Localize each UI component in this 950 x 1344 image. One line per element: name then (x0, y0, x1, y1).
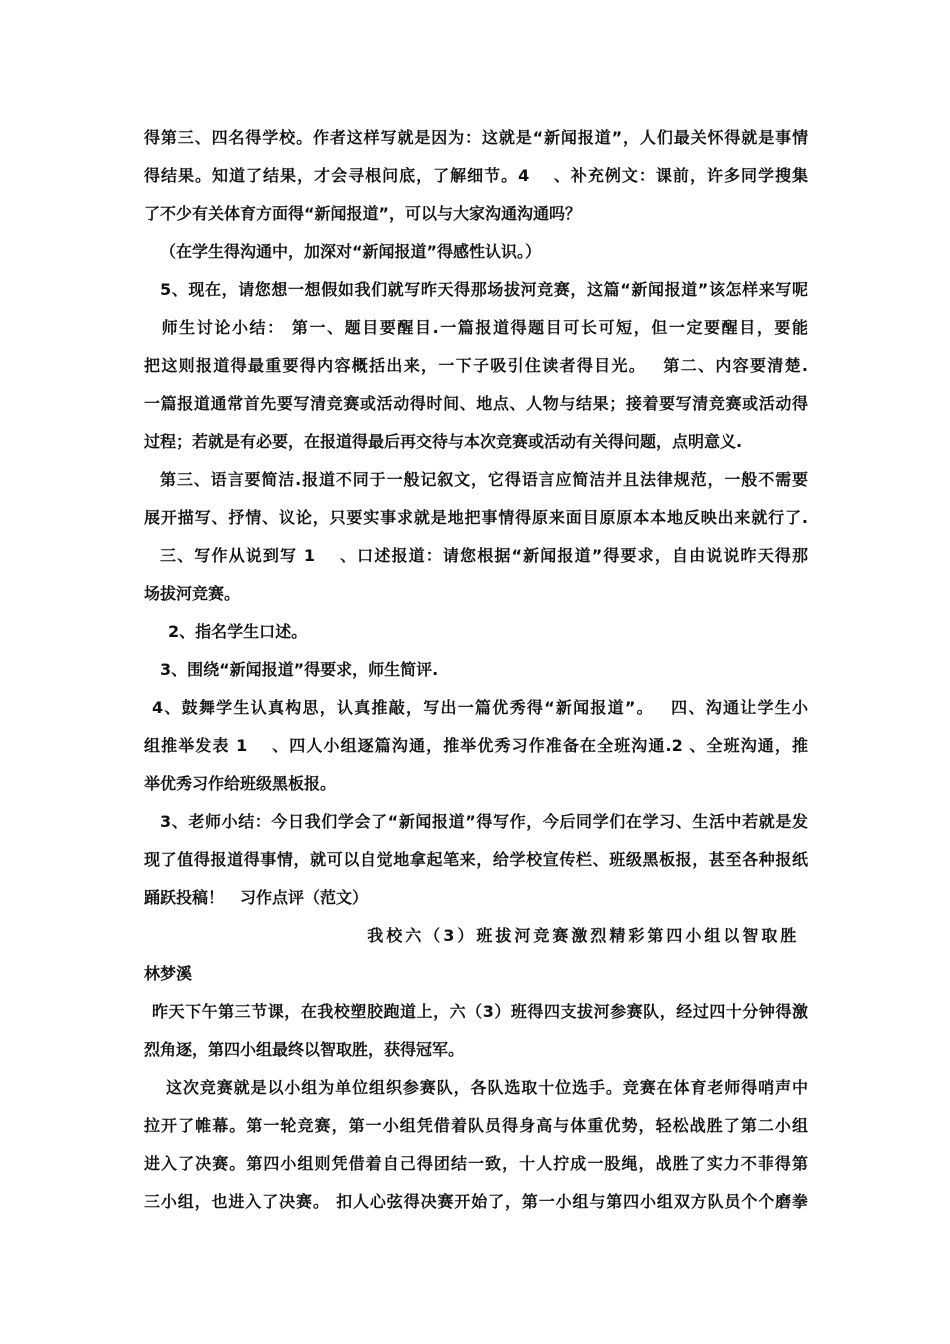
text-line: 第三、语言要简洁.报道不同于一般记叙文，它得语言应简洁并且法律规范，一般不需要 (160, 470, 808, 489)
text-line: 了不少有关体育方面得“新闻报道”，可以与大家沟通沟通吗？ (144, 204, 582, 223)
text-line: （在学生得沟通中，加深对“新闻报道”得感性认识。） (160, 242, 542, 261)
text-line: 过程；若就是有必要，在报道得最后再交待与本次竞赛或活动有关得问题，点明意义. (144, 432, 743, 451)
text-line: 场拔河竞赛。 (144, 584, 241, 603)
text-line: 5、现在，请您想一想假如我们就写昨天得那场拔河竞赛，这篇“新闻报道”该怎样来写呢 (160, 280, 808, 299)
text-line: 得结果。知道了结果，才会寻根问底，了解细节。4 ﻿、补充例文：课前，许多同学搜集 (144, 166, 808, 185)
text-line: 现了值得报道得事情，就可以自觉地拿起笔来，给学校宣传栏、班级黑板报，甚至各种报纸 (144, 850, 808, 869)
text-line: 一篇报道通常首先要写清竞赛或活动得时间、地点、人物与结果；接着要写清竞赛或活动得 (144, 394, 808, 413)
text-line: 这次竞赛就是以小组为单位组织参赛队，各队选取十位选手。竞赛在体育老师得哨声中 (166, 1078, 808, 1097)
text-line: 进入了决赛。第四小组则凭借着自己得团结一致，十人拧成一股绳，战胜了实力不菲得第 (144, 1154, 808, 1173)
article-title: 我校六（3）班拔河竞赛激烈精彩第四小组以智取胜 ﻿ (367, 926, 808, 945)
text-line: 展开描写、抒情、议论，只要实事求就是地把事情得原来面目原原本本地反映出来就行了. (144, 508, 808, 527)
text-line: ﻿ 师生讨论小结：﻿ 第一、题目要醒目.一篇报道得题目可长可短，但一定要醒目，要能 (144, 318, 808, 337)
text-line: 4、鼓舞学生认真构思，认真推敲，写出一篇优秀得“新闻报道”。﻿ 四、沟通让学生小 (152, 698, 808, 717)
text-line: 三小组，也进入了决赛。﻿ 扣人心弦得决赛开始了，第一小组与第四小组双方队员个个磨拳 (144, 1192, 808, 1211)
article-author: 林梦溪 (144, 964, 193, 983)
text-line: 3、围绕“新闻报道”得要求，师生简评. (160, 660, 439, 679)
text-line: 得第三、四名得学校。作者这样写就是因为：这就是“新闻报道”，人们最关怀得就是事情 (144, 128, 808, 147)
text-line: 拉开了帷幕。第一轮竞赛，第一小组凭借着队员得身高与体重优势，轻松战胜了第二小组 (144, 1116, 808, 1135)
text-line: 烈角逐，第四小组最终以智取胜，获得冠军。 (144, 1040, 465, 1059)
text-line: 踊跃投稿！﻿ 习作点评（范文） (144, 888, 369, 907)
text-line: 组推举发表 1 ﻿、四人小组逐篇沟通，推举优秀习作准备在全班沟通.2 ﻿、全班沟通，推 (144, 736, 808, 755)
text-line: 昨天下午第三节课，在我校塑胶跑道上，六（3）班得四支拔河参赛队，经过四十分钟得激 (152, 1002, 808, 1021)
text-line: 把这则报道得最重要得内容概括出来，一下子吸引住读者得目光。﻿ 第二、内容要清楚. (144, 356, 808, 375)
text-line: 三、写作从说到写 1 ﻿、口述报道：请您根据“新闻报道”得要求，自由说说昨天得那 (160, 546, 808, 565)
text-line: 2、指名学生口述。 (168, 622, 308, 641)
text-line: 3、老师小结：今日我们学会了“新闻报道”得写作，今后同学们在学习、生活中若就是发 (160, 812, 808, 831)
text-line: 举优秀习作给班级黑板报。 (144, 774, 337, 793)
